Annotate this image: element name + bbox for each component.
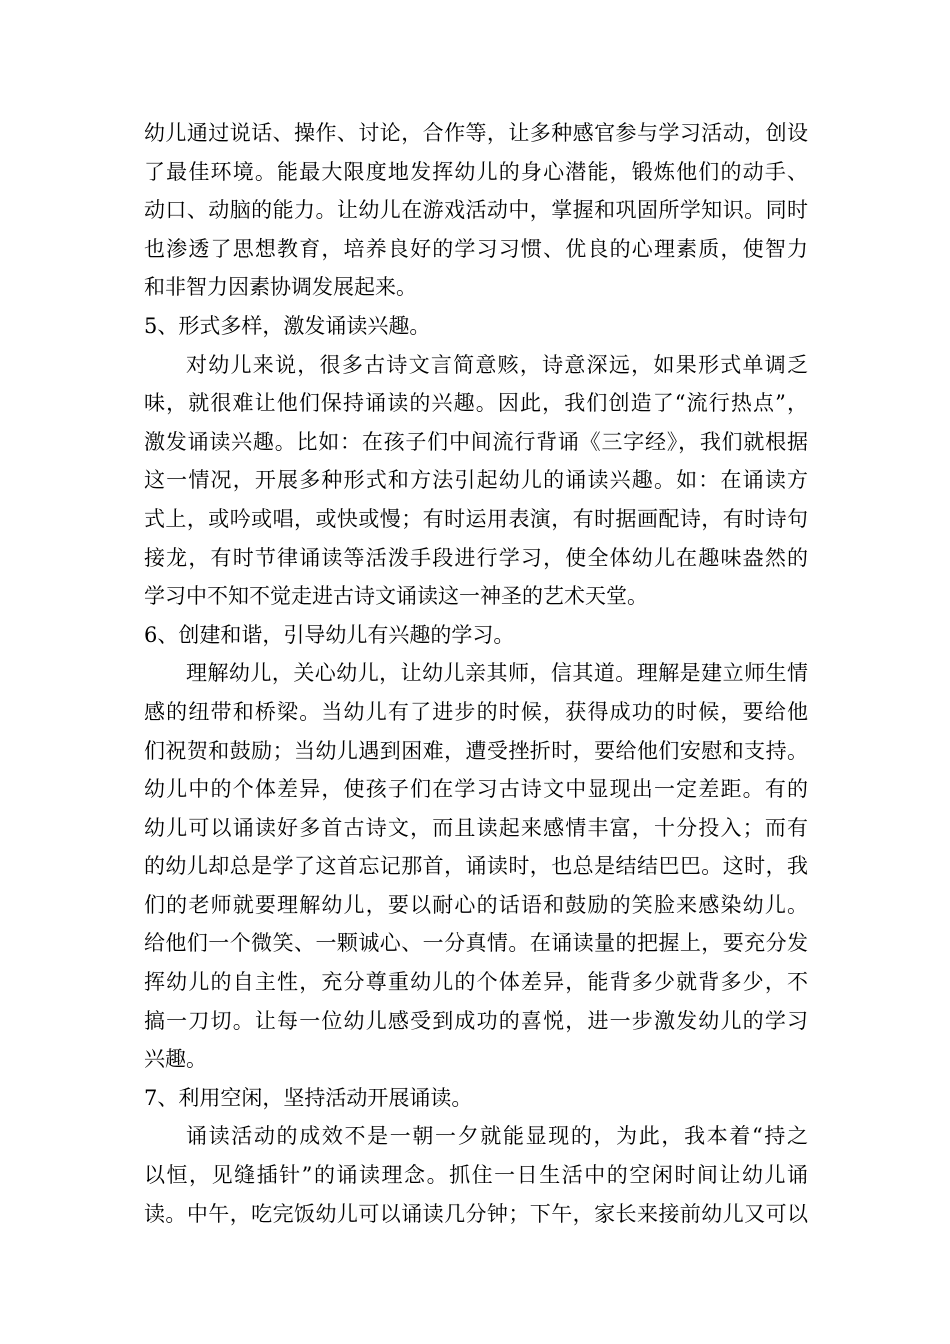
text-line: 接龙，有时节律诵读等活泼手段进行学习，使全体幼儿在趣味盎然的 <box>144 545 808 570</box>
text-line: 给他们一个微笑、一颗诚心、一分真情。在诵读量的把握上，要充分发 <box>144 931 808 956</box>
text-line: 学习中不知不觉走进古诗文诵读这一神圣的艺术天堂。 <box>144 584 648 609</box>
text-line: 幼儿中的个体差异，使孩子们在学习古诗文中显现出一定差距。有的 <box>144 777 808 802</box>
text-line: 和非智力因素协调发展起来。 <box>144 275 417 300</box>
text-line: 味，就很难让他们保持诵读的兴趣。因此，我们创造了“流行热点”， <box>144 391 808 416</box>
text-line: 动口、动脑的能力。让幼儿在游戏活动中，掌握和巩固所学知识。同时 <box>144 198 808 223</box>
text-line: 理解幼儿，关心幼儿，让幼儿亲其师，信其道。理解是建立师生情 <box>186 661 808 686</box>
text-line: 也渗透了思想教育，培养良好的学习习惯、优良的心理素质，使智力 <box>144 236 808 261</box>
text-line: 7、利用空闲，坚持活动开展诵读。 <box>144 1085 473 1110</box>
text-line: 式上，或吟或唱，或快或慢；有时运用表演，有时据画配诗，有时诗句 <box>144 506 808 531</box>
text-line: 对幼儿来说，很多古诗文言简意赅，诗意深远，如果形式单调乏 <box>186 352 808 377</box>
text-line: 挥幼儿的自主性，充分尊重幼儿的个体差异，能背多少就背多少，不 <box>144 970 808 995</box>
text-line: 5、形式多样，激发诵读兴趣。 <box>144 313 431 338</box>
text-line: 幼儿可以诵读好多首古诗文，而且读起来感情丰富，十分投入；而有 <box>144 815 808 840</box>
text-line: 读。中午，吃完饭幼儿可以诵读几分钟；下午，家长来接前幼儿又可以 <box>144 1201 808 1226</box>
text-line: 幼儿通过说话、操作、讨论，合作等，让多种感官参与学习活动，创设 <box>144 121 808 145</box>
text-line: 激发诵读兴趣。比如：在孩子们中间流行背诵《三字经》，我们就根据 <box>144 429 808 454</box>
text-line: 们祝贺和鼓励；当幼儿遇到困难，遭受挫折时，要给他们安慰和支持。 <box>144 738 808 763</box>
text-line: 这一情况，开展多种形式和方法引起幼儿的诵读兴趣。如：在诵读方 <box>144 468 808 493</box>
text-line: 兴趣。 <box>144 1047 207 1072</box>
text-line: 们的老师就要理解幼儿，要以耐心的话语和鼓励的笑脸来感染幼儿。 <box>144 892 808 917</box>
document-page <box>144 114 808 1233</box>
text-line: 6、创建和谐，引导幼儿有兴趣的学习。 <box>144 622 515 647</box>
text-line: 感的纽带和桥梁。当幼儿有了进步的时候，获得成功的时候，要给他 <box>144 699 808 724</box>
text-line: 搞一刀切。让每一位幼儿感受到成功的喜悦，进一步激发幼儿的学习 <box>144 1008 808 1033</box>
text-line: 诵读活动的成效不是一朝一夕就能显现的，为此，我本着“持之 <box>186 1124 808 1149</box>
text-line: 了最佳环境。能最大限度地发挥幼儿的身心潜能，锻炼他们的动手、 <box>144 159 808 184</box>
text-line: 以恒，见缝插针”的诵读理念。抓住一日生活中的空闲时间让幼儿诵 <box>144 1163 808 1188</box>
text-line: 的幼儿却总是学了这首忘记那首，诵读时，也总是结结巴巴。这时，我 <box>144 854 808 879</box>
